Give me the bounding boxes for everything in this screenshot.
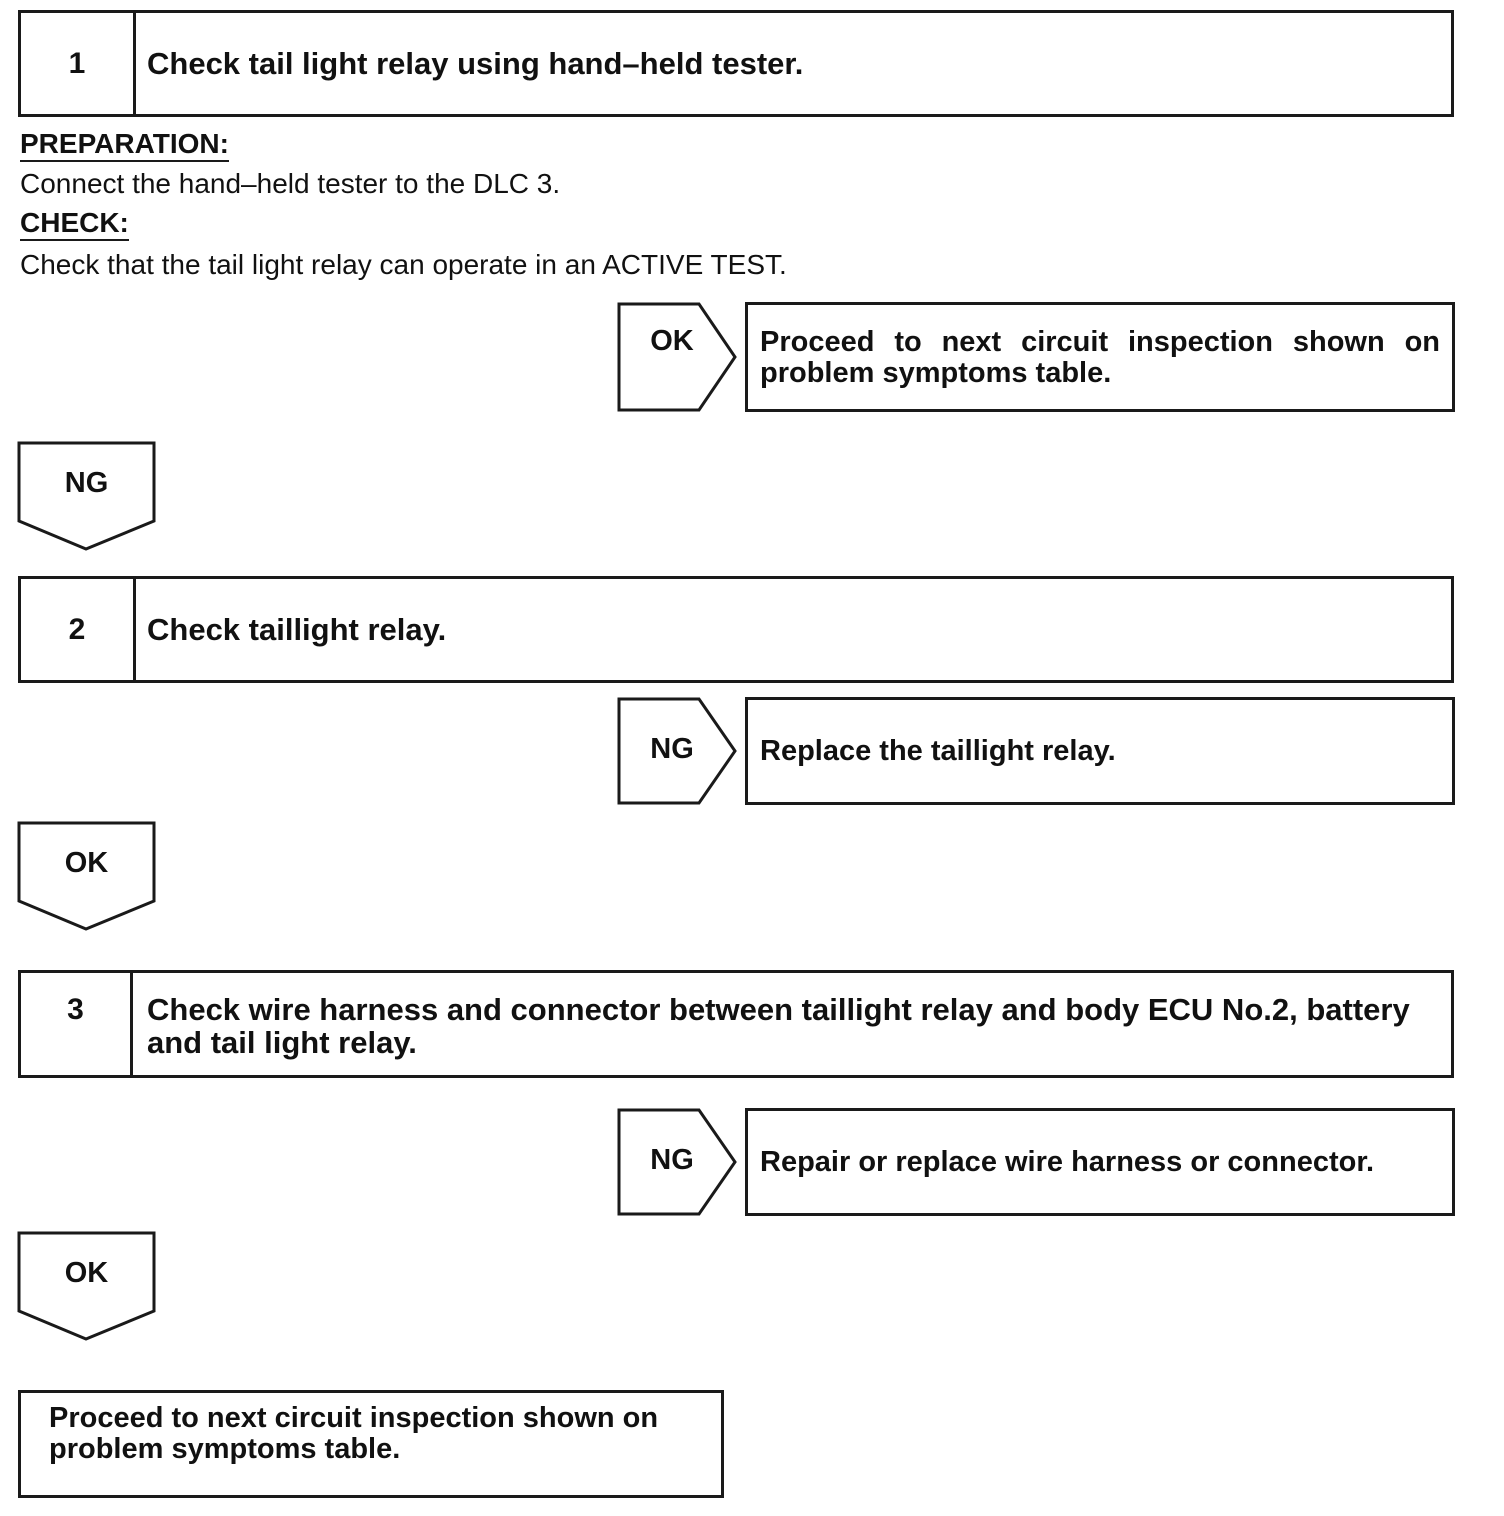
step-2-ok-label: OK	[64, 847, 109, 879]
step-1-ok-result: Proceed to next circuit inspection shown on problem symptoms table.	[745, 302, 1455, 412]
step-3-box	[18, 970, 1454, 1078]
step-2-ng-label: NG	[650, 733, 694, 765]
check-text: Check that the tail light relay can operate in an ACTIVE TEST.	[20, 249, 787, 280]
preparation-text: Connect the hand–held tester to the DLC 3.	[20, 168, 561, 199]
step-3-ok-label: OK	[64, 1257, 109, 1289]
step-3-ng-label: NG	[650, 1144, 694, 1176]
final-result-box: Proceed to next circuit inspection shown on problem symptoms table.	[18, 1390, 724, 1498]
step-3-ng-result: Repair or replace wire harness or connector.	[745, 1108, 1455, 1216]
step-3-ng-arrow	[617, 1108, 739, 1216]
check-heading: CHECK:	[20, 207, 129, 241]
step-2-ng-arrow	[617, 697, 739, 805]
step-1-box	[18, 10, 1454, 117]
step-1-ok-label: OK	[650, 325, 694, 357]
step-1-ok-arrow	[617, 302, 739, 412]
step-3-title: Check wire harness and connector between taillight relay and body ECU No.2, battery and tail light relay.	[147, 992, 1410, 1060]
step-1-ng-label: NG	[64, 467, 109, 499]
step-2-box	[18, 576, 1454, 683]
step-1-number: 1	[21, 13, 136, 114]
step-1-title: Check tail light relay using hand–held tester.	[147, 46, 804, 81]
step-3-ok-arrow	[17, 1231, 156, 1343]
step-2-title: Check taillight relay.	[147, 612, 447, 647]
preparation-heading: PREPARATION:	[20, 128, 229, 162]
step-2-ok-arrow	[17, 821, 156, 933]
step-3-number: 3	[21, 973, 133, 1075]
step-1-ng-arrow	[17, 441, 156, 553]
step-2-number: 2	[21, 579, 136, 680]
step-2-ng-result: Replace the taillight relay.	[745, 697, 1455, 805]
